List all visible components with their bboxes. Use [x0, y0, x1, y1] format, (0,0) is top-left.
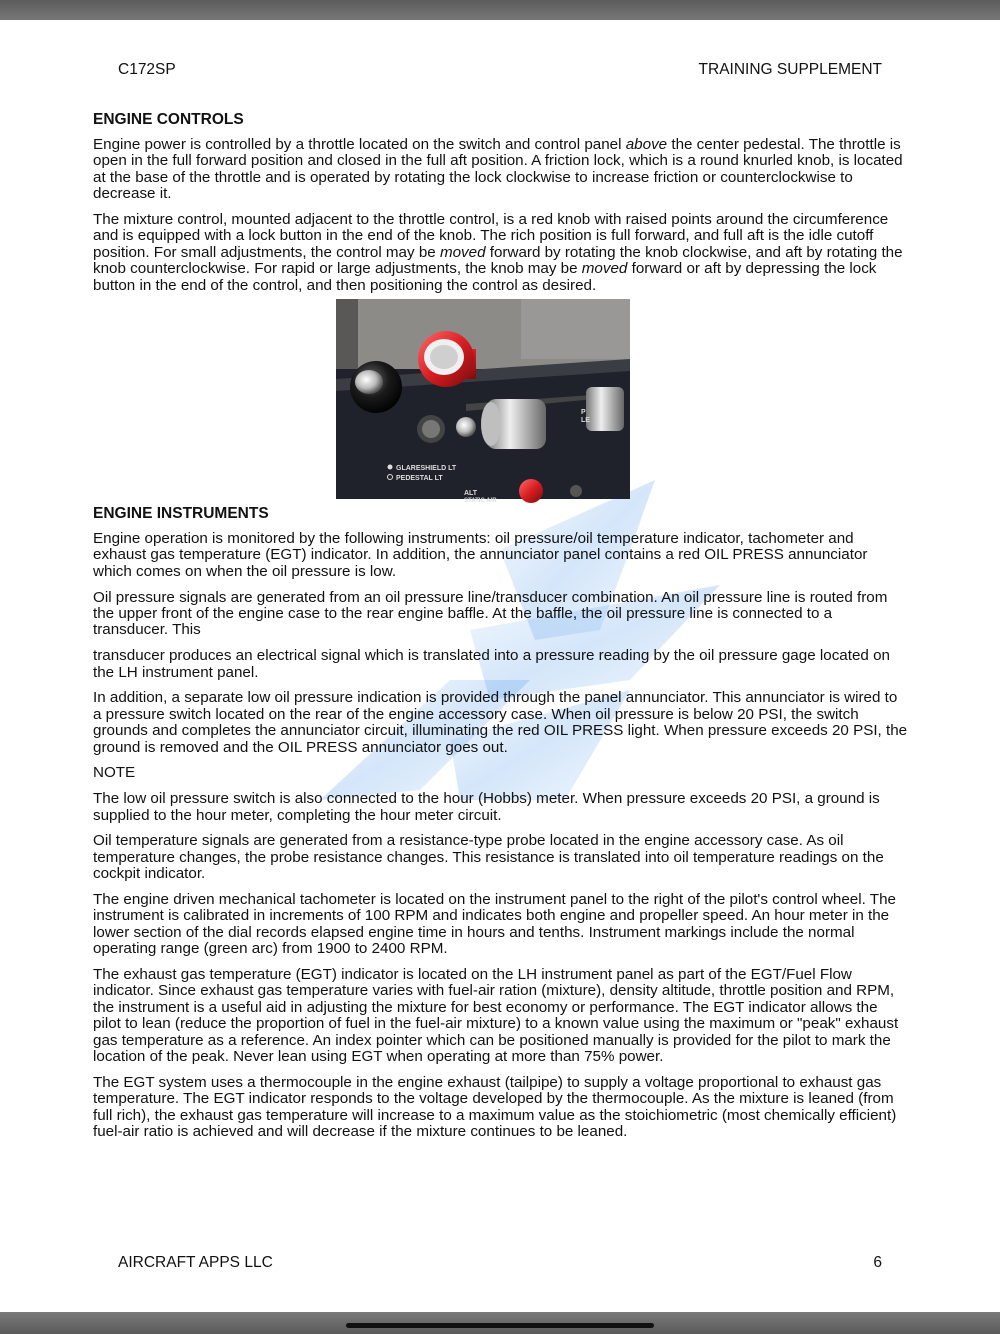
- paragraph: The low oil pressure switch is also connected to the hour (Hobbs) meter. When pressure exceeds 20 PSI, a ground is supplied to the hour meter, completing the hour meter circuit.: [93, 790, 880, 824]
- photo-illustration: [336, 299, 630, 504]
- text-run: forward or aft by depressing the lock button in the end of the control, and then positioning the control as desired.: [93, 260, 877, 294]
- emphasis: moved: [439, 243, 486, 261]
- section-title: ENGINE CONTROLS: [93, 111, 244, 128]
- text-run: Engine power is controlled by a throttle located on the switch and control panel: [93, 136, 626, 153]
- paragraph: Engine operation is monitored by the following instruments: oil pressure/oil temperature indicator, tachometer and exhaust gas temperature (EGT) indicator. In addition, the annunciator panel contains a red OIL PRESS annunciator which comes on when the oil pressure is low.: [93, 530, 868, 580]
- paragraph: The EGT system uses a thermocouple in the engine exhaust (tailpipe) to supply a voltage proportional to exhaust gas temperature. The EGT indicator responds to the voltage developed by the thermocouple. As the mixture is leaned (from full rich), the exhaust gas temperature will increase to a maximum value as the stoichiometric (most chemically efficient) fuel-air ratio is achieved and will decrease if the mixture continues to be leaned.: [93, 1073, 897, 1141]
- section-engine-controls: [93, 111, 908, 303]
- paragraph: [93, 137, 908, 203]
- header-title: TRAINING SUPPLEMENT: [698, 61, 882, 78]
- paragraph: transducer produces an electrical signal which is translated into a pressure reading by the oil pressure gage located on the LH instrument panel.: [93, 647, 890, 681]
- section-title: ENGINE INSTRUMENTS: [93, 505, 269, 522]
- paragraph: In addition, a separate low oil pressure indication is provided through the panel annunciator. This annunciator is wired to a pressure switch located on the rear of the engine accessory case. When oil pressure is below 20 PSI, the switch grounds and completes the annunciator circuit, illuminating the red OIL PRESS light. When pressure exceeds 20 PSI, the ground is removed and the OIL PRESS annunciator goes out.: [93, 689, 908, 756]
- paragraph: The exhaust gas temperature (EGT) indicator is located on the LH instrument panel as part of the EGT/Fuel Flow indicator. Since exhaust gas temperature varies with fuel-air ration (mixture), density altitude, throttle position and RPM, the instrument is a useful aid in adjusting the mixture for best economy or performance. The EGT indicator allows the pilot to lean (reduce the proportion of fuel in the fuel-air mixture) to a known value using the maximum or "peak" exhaust gas temperature as a reference. An index pointer which can be positioned manually is provided for the pilot to mark the location of the peak. Never lean using EGT when operating at more than 75% power.: [93, 966, 899, 1066]
- label-le: LE: [581, 417, 590, 424]
- label-p: P: [581, 409, 586, 416]
- header-model: C172SP: [118, 61, 176, 78]
- section-engine-instruments: [93, 505, 908, 1150]
- engine-controls-photo: [336, 299, 630, 504]
- document-page[interactable]: [0, 20, 1000, 1312]
- emphasis: moved: [581, 260, 628, 278]
- home-indicator[interactable]: [346, 1323, 654, 1328]
- top-status-bar: [0, 0, 1000, 20]
- label-pedestal: PEDESTAL LT: [396, 475, 443, 482]
- label-static-air: STATIC AIR: [464, 498, 497, 504]
- paragraph: [93, 212, 908, 294]
- text-run: forward by rotating the knob clockwise, and aft by rotating the knob counterclockwise. For rapid or large adjustments, the knob may be: [93, 243, 903, 278]
- note-label: NOTE: [93, 764, 136, 782]
- footer-publisher: AIRCRAFT APPS LLC: [118, 1254, 273, 1271]
- label-alt: ALT: [464, 490, 478, 497]
- emphasis: above: [625, 136, 668, 153]
- text-run: the center pedestal. The throttle is open in the full forward position and closed in the full aft position. A friction lock, which is a round knurled knob, is located at the base of the throttle and is operated by rotating the lock clockwise to increase friction or counterclockwise to decrease it.: [93, 136, 903, 203]
- text-run: The mixture control, mounted adjacent to the throttle control, is a red knob with raised points around the circumference and is equipped with a lock button in the end of the knob. The rich position is full forward, and full aft is the idle cutoff position. For small adjustments, the control may be: [93, 211, 889, 261]
- paragraph: The engine driven mechanical tachometer is located on the instrument panel to the right of the pilot's control wheel. The instrument is calibrated in increments of 100 RPM and indicates both engine and propeller speed. An hour meter in the lower section of the dial records elapsed engine time in hours and tenths. Instrument markings include the normal operating range (green arc) from 1900 to 2400 RPM.: [93, 891, 896, 958]
- paragraph: Oil temperature signals are generated from a resistance-type probe located in the engine accessory case. As oil temperature changes, the probe resistance changes. This resistance is translated into oil temperature readings on the cockpit indicator.: [93, 832, 884, 883]
- label-glareshield: GLARESHIELD LT: [396, 465, 457, 472]
- paragraph: Oil pressure signals are generated from an oil pressure line/transducer combination. An oil pressure line is routed from the upper front of the engine case to the rear engine baffle. At the baffle, the oil pressure line is connected to a transducer. This: [93, 588, 888, 639]
- page-number: 6: [873, 1254, 882, 1271]
